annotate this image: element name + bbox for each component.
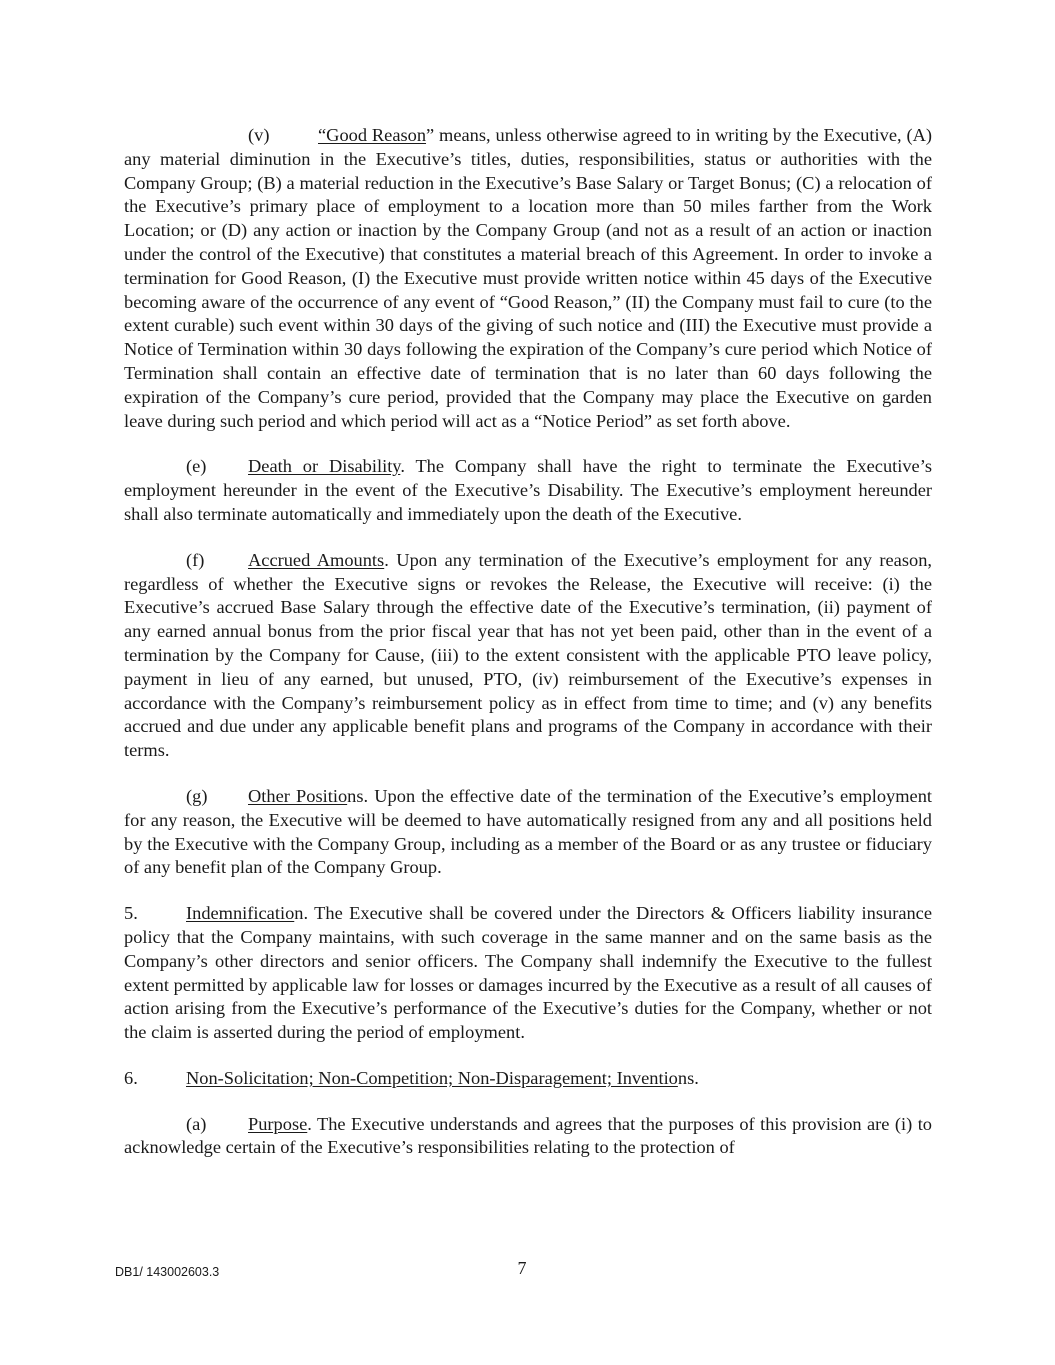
paragraph-other-positions: [124, 785, 932, 880]
paragraph-indemnification: [124, 902, 932, 1045]
term-title: “Good Reason: [318, 125, 427, 145]
paragraph-text: n. The Executive shall be covered under the Directors & Officers liability insurance policy that the Company maintains, with such coverage in the same manner and on the same basis as the Company’s other directors and senior officers. The Company shall indemnify the Executive to the fullest extent permitted by applicable law for losses or damages incurred by the Executive as a result of all causes of action arising from the Executive’s performance of the Executive’s duties for the Company, whether or not the claim is asserted during the period of employment.: [124, 903, 932, 1043]
section-title: Accrued Amounts: [248, 549, 385, 570]
paragraph-text: ns.: [677, 1067, 699, 1088]
paragraph-accrued-amounts: [124, 549, 932, 763]
paragraph-death-disability: [124, 455, 932, 526]
paragraph-number: (e): [186, 456, 207, 477]
paragraph-text: ” means, unless otherwise agreed to in writing by the Executive, (A) any material diminution in the Executive’s titles, duties, responsibilities, status or authorities with the Company Group; (B) a material reduction in the Executive’s Base Salary or Target Bonus; (C) a relocation of the Executive’s primary place of employment to a location more than 50 miles farther from the Work Location; or (D) any action or inaction by the Company Group (and not as a result of an action or inaction under the control of the Executive) that constitutes a material breach of this Agreement. In order to invoke a termination for Good Reason, (I) the Executive must provide written notice within 45 days of the Executive becoming aware of the occurrence of any event of “Good Reason,” (II) the Company must fail to cure (to the extent curable) such event within 30 days of the giving of such notice and (III) the Executive must provide a Notice of Termination within 30 days following the expiration of the Company’s cure period which Notice of Termination shall contain an effective date of termination that is no later than 60 days following the expiration of the Company’s cure period, provided that the Company may place the Executive on garden leave during such period and which period will act as a “Notice Period” as set forth above.: [124, 125, 932, 431]
section-title: Death or Disability: [248, 456, 401, 477]
section-number: 6.: [124, 1067, 138, 1088]
paragraph-purpose: [124, 1113, 932, 1161]
document-body: [124, 124, 932, 1182]
paragraph-number: (f): [186, 549, 205, 570]
section-title: Other Positio: [248, 785, 348, 806]
section-title: Purpose: [248, 1113, 308, 1134]
paragraph-good-reason: [124, 124, 932, 433]
paragraph-text: . Upon any termination of the Executive’s employment for any reason, regardless of whether the Executive signs or revokes the Release, the Executive will receive: (i) the Executive’s accrued Base Salary through the effective date of the Executive’s termination, (ii) payment of any earned annual bonus from the prior fiscal year that has not yet been paid, other than in the event of a termination by the Company for Cause, (iii) to the extent consistent with the applicable PTO leave policy, payment in lieu of any earned, but unused, PTO, (iv) reimbursement of the Executive’s expenses in accordance with the Company’s reimbursement policy as in effect from time to time; and (v) any benefits accrued and due under any applicable benefit plans and programs of the Company in accordance with their terms.: [124, 549, 932, 761]
document-id: DB1/ 143002603.3: [115, 1265, 220, 1279]
paragraph-number: (a): [186, 1113, 207, 1134]
paragraph-number: (v): [248, 125, 270, 145]
paragraph-text: ns. Upon the effective date of the termination of the Executive’s employment for any reason, the Executive will be deemed to have automatically resigned from any and all positions held by the Executive with the Company Group, including as a member of the Board or as any trustee or fiduciary of any benefit plan of the Company Group.: [124, 785, 932, 878]
section-number: 5.: [124, 903, 138, 924]
section-title: Indemnificatio: [186, 903, 295, 924]
page-number: 7: [517, 1258, 527, 1278]
paragraph-text: . The Executive understands and agrees that the purposes of this provision are (i) to acknowledge certain of the Executive’s responsibilities relating to the protection of: [124, 1113, 932, 1158]
section-title: Non-Solicitation; Non-Competition; Non-Disparagement; Inventio: [186, 1067, 678, 1088]
paragraph-number: (g): [186, 785, 208, 806]
paragraph-non-solicitation: [124, 1067, 932, 1091]
paragraph-text: . The Company shall have the right to terminate the Executive’s employment hereunder in the event of the Executive’s Disability. The Executive’s employment hereunder shall also terminate automatically and immediately upon the death of the Executive.: [124, 456, 932, 524]
